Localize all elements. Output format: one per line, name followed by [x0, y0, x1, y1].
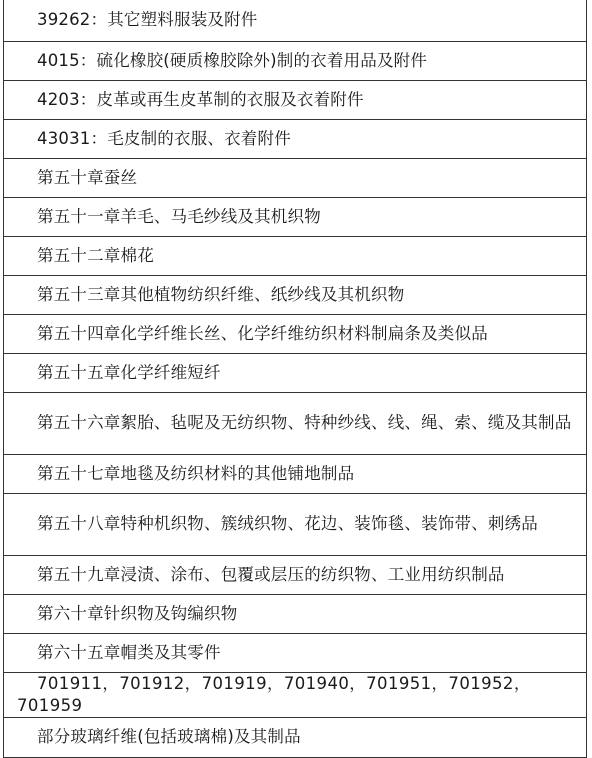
table-row — [4, 633, 587, 672]
table-cell: 部分玻璃纤维(包括玻璃棉)及其制品 — [4, 717, 587, 757]
table-row — [4, 672, 587, 717]
table-row — [4, 392, 587, 454]
table-cell: 第五十一章羊毛、马毛纱线及其机织物 — [4, 197, 587, 236]
table-row — [4, 119, 587, 158]
table-row — [4, 314, 587, 353]
table-cell: 4203：皮革或再生皮革制的衣服及衣着附件 — [4, 80, 587, 119]
table-cell: 第五十章蚕丝 — [4, 158, 587, 197]
table-row — [4, 555, 587, 594]
table-cell: 第五十二章棉花 — [4, 236, 587, 275]
table-row — [4, 0, 587, 41]
table-cell: 第五十九章浸渍、涂布、包覆或层压的纺织物、工业用纺织制品 — [4, 555, 587, 594]
table-cell: 701911，701912，701919，701940，701951，701952，701959 — [4, 672, 587, 717]
table-cell: 第五十七章地毯及纺织材料的其他铺地制品 — [4, 454, 587, 493]
table-cell: 第五十八章特种机织物、簇绒织物、花边、装饰毯、装饰带、刺绣品 — [4, 493, 587, 555]
table-cell: 第六十章针织物及钩编织物 — [4, 594, 587, 633]
table-cell: 39262：其它塑料服装及附件 — [4, 0, 587, 41]
table-cell: 第五十三章其他植物纺织纤维、纸纱线及其机织物 — [4, 275, 587, 314]
table-row — [4, 275, 587, 314]
table-row — [4, 197, 587, 236]
table-cell: 第五十六章絮胎、毡呢及无纺织物、特种纱线、线、绳、索、缆及其制品 — [4, 392, 587, 454]
table-cell: 第五十五章化学纤维短纤 — [4, 353, 587, 392]
table-row — [4, 236, 587, 275]
table-row — [4, 41, 587, 80]
table-cell: 第五十四章化学纤维长丝、化学纤维纺织材料制扁条及类似品 — [4, 314, 587, 353]
table-row — [4, 717, 587, 757]
table-row — [4, 594, 587, 633]
tariff-code-table — [3, 0, 587, 758]
table-row — [4, 493, 587, 555]
table-cell: 第六十五章帽类及其零件 — [4, 633, 587, 672]
table-row — [4, 158, 587, 197]
table-cell: 4015：硫化橡胶(硬质橡胶除外)制的衣着用品及附件 — [4, 41, 587, 80]
table-row — [4, 353, 587, 392]
table-row — [4, 454, 587, 493]
table-row — [4, 80, 587, 119]
table-cell: 43031：毛皮制的衣服、衣着附件 — [4, 119, 587, 158]
